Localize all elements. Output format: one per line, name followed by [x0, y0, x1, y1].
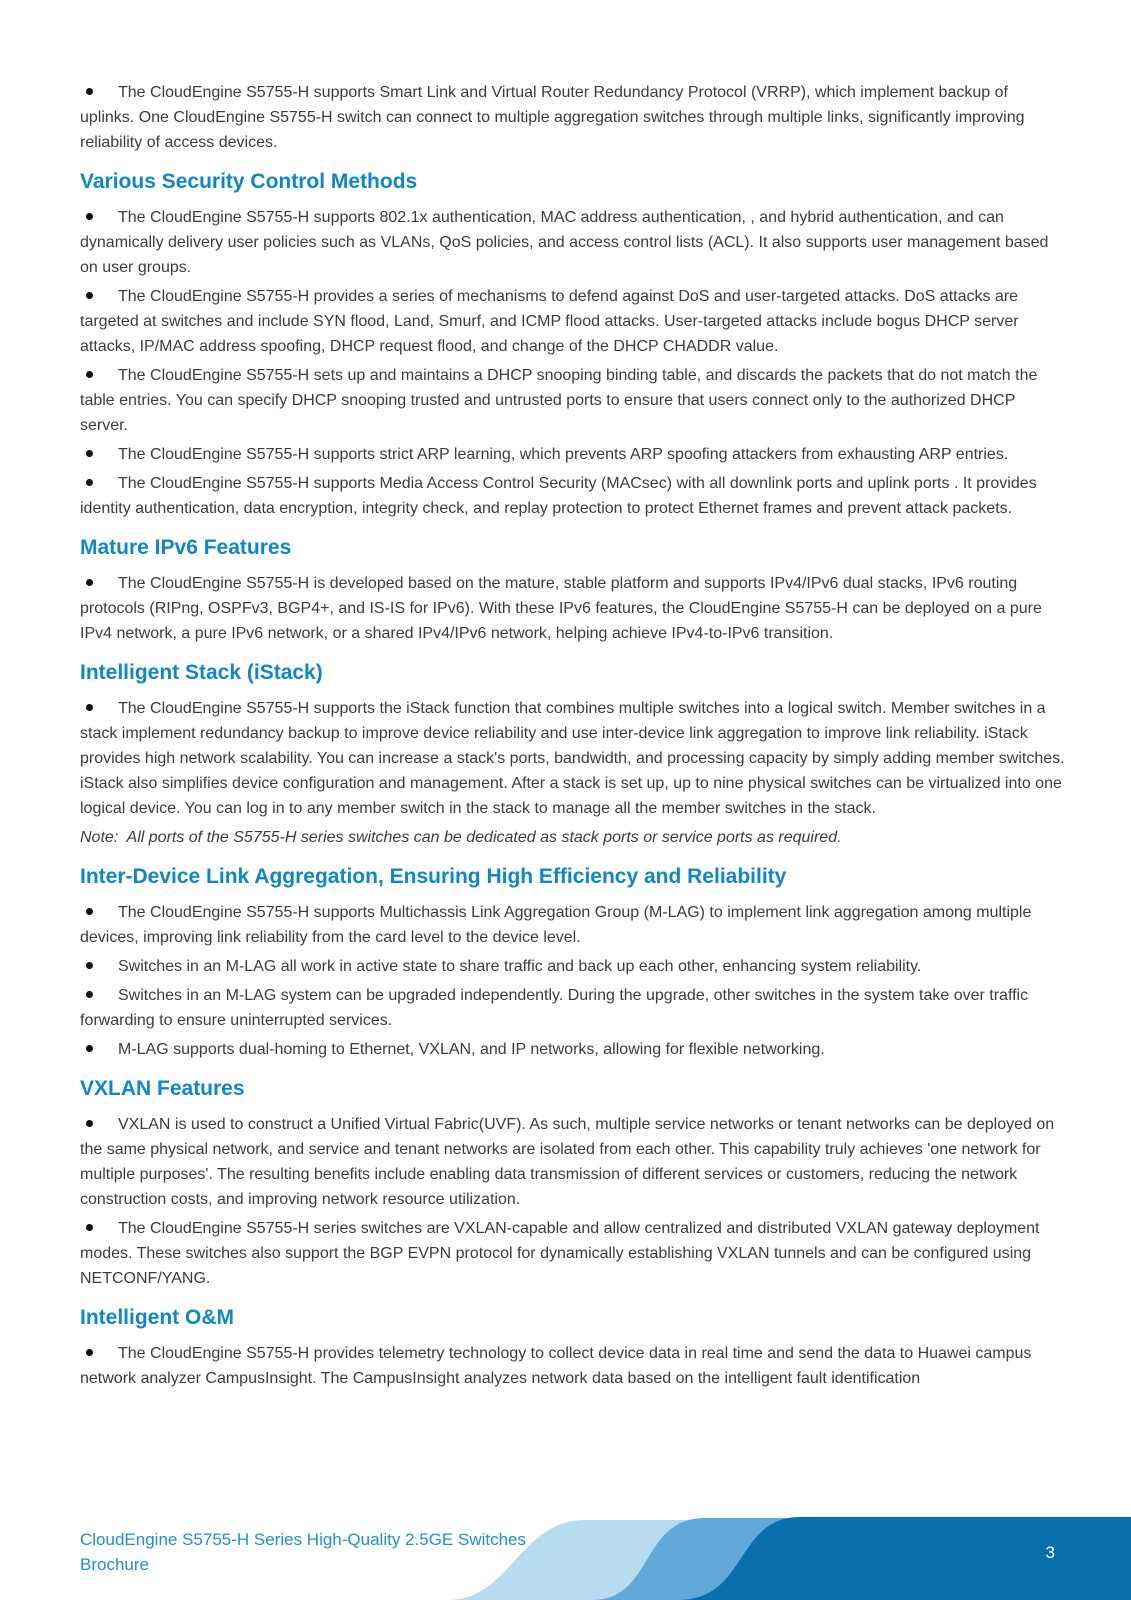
- paragraph-text: The CloudEngine S5755-H supports Multichassis Link Aggregation Group (M-LAG) to implement link aggregation among multiple devices, improving link reliability from the card level to the device level.: [80, 904, 1032, 946]
- section: [80, 1076, 1066, 1291]
- bullet-paragraph: [80, 571, 1066, 646]
- section: [80, 864, 1066, 1062]
- bullet-paragraph: [80, 80, 1066, 155]
- paragraph-text: VXLAN is used to construct a Unified Virtual Fabric(UVF). As such, multiple service networks or tenant networks can be deployed on the same physical network, and service and tenant networks are isolated from each other. This capability truly achieves 'one network for multiple purposes'. The resulting benefits include enabling data transmission of different services or customers, reducing the network construction costs, and improving network resource utilization.: [80, 1116, 1055, 1208]
- bullet-paragraph: [80, 954, 1066, 979]
- paragraph-text: The CloudEngine S5755-H sets up and maintains a DHCP snooping binding table, and discards the packets that do not match the table entries. You can specify DHCP snooping trusted and untrusted ports to ensure that users connect only to the authorized DHCP server.: [80, 367, 1038, 434]
- bullet-icon: [86, 704, 93, 711]
- bullet-paragraph: [80, 205, 1066, 280]
- bullet-paragraph: [80, 471, 1066, 521]
- bullet-icon: [86, 88, 93, 95]
- bullet-paragraph: [80, 696, 1066, 821]
- bullet-paragraph: [80, 363, 1066, 438]
- section: [80, 535, 1066, 646]
- paragraph-text: The CloudEngine S5755-H provides telemetry technology to collect device data in real time and send the data to Huawei campus network analyzer CampusInsight. The CampusInsight analyzes network data based on the intelligent fault identification: [80, 1345, 1032, 1387]
- bullet-icon: [86, 371, 93, 378]
- bullet-paragraph: [80, 983, 1066, 1033]
- bullet-icon: [86, 1120, 93, 1127]
- section: [80, 1305, 1066, 1391]
- section-heading: Intelligent Stack (iStack): [80, 661, 323, 684]
- section-heading: Intelligent O&M: [80, 1306, 234, 1329]
- bullet-paragraph: [80, 1216, 1066, 1291]
- bullet-icon: [86, 450, 93, 457]
- paragraph-text: The CloudEngine S5755-H supports the iStack function that combines multiple switches into a logical switch. Member switches in a stack implement redundancy backup to improve device reliability and use inter-device link aggregation to improve link reliability. iStack provides high network scalability. You can increase a stack's ports, bandwidth, and processing capacity by simply adding member switches. iStack also simplifies device configuration and management. After a stack is set up, up to nine physical switches can be virtualized into one logical device. You can log in to any member switch in the stack to manage all the member switches in the stack.: [80, 700, 1065, 817]
- note-paragraph: Note: All ports of the S5755-H series switches can be dedicated as stack ports or service ports as required.: [80, 829, 842, 846]
- bullet-paragraph: [80, 1037, 1066, 1062]
- bullet-paragraph: [80, 284, 1066, 359]
- section-heading: Inter-Device Link Aggregation, Ensuring High Efficiency and Reliability: [80, 865, 787, 888]
- paragraph-text: M-LAG supports dual-homing to Ethernet, VXLAN, and IP networks, allowing for flexible networking.: [118, 1041, 825, 1058]
- bullet-icon: [86, 1045, 93, 1052]
- bullet-icon: [86, 479, 93, 486]
- section-heading: VXLAN Features: [80, 1077, 245, 1100]
- paragraph-text: The CloudEngine S5755-H supports 802.1x authentication, MAC address authentication, , and hybrid authentication, and can dynamically delivery user policies such as VLANs, QoS policies, and access control lists (ACL). It also supports user management based on user groups.: [80, 209, 1049, 276]
- bullet-icon: [86, 908, 93, 915]
- section-heading: Mature IPv6 Features: [80, 536, 292, 559]
- bullet-icon: [86, 213, 93, 220]
- bullet-paragraph: [80, 442, 1066, 467]
- bullet-icon: [86, 962, 93, 969]
- paragraph-text: The CloudEngine S5755-H is developed based on the mature, stable platform and supports IPv4/IPv6 dual stacks, IPv6 routing protocols (RIPng, OSPFv3, BGP4+, and IS-IS for IPv6). With these IPv6 features, the CloudEngine S5755-H can be deployed on a pure IPv4 network, a pure IPv6 network, or a shared IPv4/IPv6 network, helping achieve IPv4-to-IPv6 transition.: [80, 575, 1042, 642]
- paragraph-text: The CloudEngine S5755-H supports Media Access Control Security (MACsec) with all downlink ports and uplink ports . It provides identity authentication, data encryption, integrity check, and replay protection to protect Ethernet frames and prevent attack packets.: [80, 475, 1037, 517]
- page-number: 3: [1045, 1543, 1055, 1562]
- bullet-paragraph: [80, 1341, 1066, 1391]
- bullet-icon: [86, 1224, 93, 1231]
- section: [80, 660, 1066, 850]
- paragraph-text: Switches in an M-LAG system can be upgraded independently. During the upgrade, other switches in the system take over traffic forwarding to ensure uninterrupted services.: [80, 987, 1029, 1029]
- page-footer: [0, 1505, 1131, 1600]
- bullet-paragraph: [80, 900, 1066, 950]
- content: [80, 0, 1066, 1395]
- section-heading: Various Security Control Methods: [80, 170, 418, 193]
- paragraph-text: Switches in an M-LAG all work in active state to share traffic and back up each other, enhancing system reliability.: [118, 958, 922, 975]
- section: [80, 169, 1066, 521]
- paragraph-text: The CloudEngine S5755-H provides a series of mechanisms to defend against DoS and user-targeted attacks. DoS attacks are targeted at switches and include SYN flood, Land, Smurf, and ICMP flood attacks. User-targeted attacks include bogus DHCP server attacks, IP/MAC address spoofing, DHCP request flood, and change of the DHCP CHADDR value.: [80, 288, 1019, 355]
- footer-title-line1: CloudEngine S5755-H Series High-Quality 2.5GE Switches: [80, 1530, 527, 1549]
- bullet-icon: [86, 579, 93, 586]
- paragraph-text: The CloudEngine S5755-H series switches are VXLAN-capable and allow centralized and distributed VXLAN gateway deployment modes. These switches also support the BGP EVPN protocol for dynamically establishing VXLAN tunnels and can be configured using NETCONF/YANG.: [80, 1220, 1040, 1287]
- paragraph-text: The CloudEngine S5755-H supports strict ARP learning, which prevents ARP spoofing attackers from exhausting ARP entries.: [118, 446, 1009, 463]
- section: [80, 80, 1066, 155]
- footer-title-line2: Brochure: [80, 1555, 149, 1574]
- paragraph-text: The CloudEngine S5755-H supports Smart Link and Virtual Router Redundancy Protocol (VRRP), which implement backup of uplinks. One CloudEngine S5755-H switch can connect to multiple aggregation switches through multiple links, significantly improving reliability of access devices.: [80, 84, 1025, 151]
- bullet-icon: [86, 292, 93, 299]
- bullet-paragraph: [80, 1112, 1066, 1212]
- footer-document-title: [80, 1527, 526, 1577]
- bullet-icon: [86, 991, 93, 998]
- bullet-icon: [86, 1349, 93, 1356]
